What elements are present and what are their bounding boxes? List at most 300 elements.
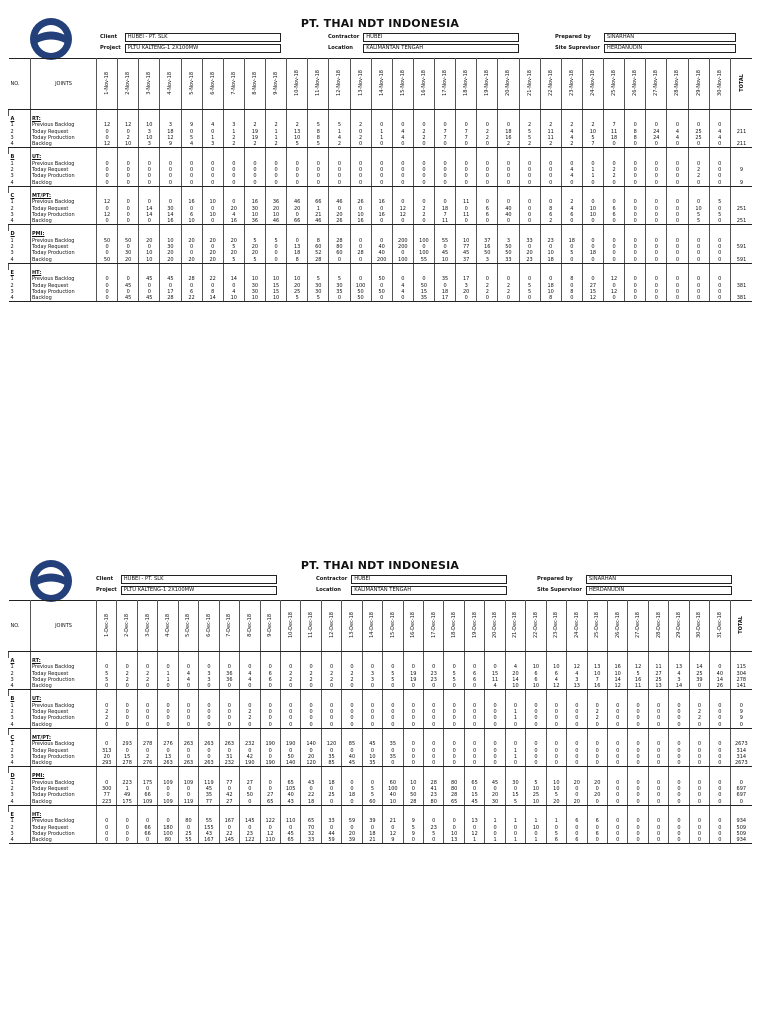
value-cell: 0 xyxy=(477,173,498,179)
value-cell: 0 xyxy=(118,276,139,282)
value-cell: 0 xyxy=(178,722,198,729)
daily-report-table xyxy=(8,600,752,844)
table-row xyxy=(9,180,753,187)
date-label: 16-Nov-18 xyxy=(420,70,427,96)
value-cell: 5 xyxy=(688,212,709,218)
prepared-label: Prepared by xyxy=(537,576,573,582)
date-header xyxy=(561,59,582,110)
value-cell: 100 xyxy=(383,786,403,792)
value-cell: 40 xyxy=(383,792,403,798)
value-cell: 0 xyxy=(456,173,477,179)
section-letter: A xyxy=(10,116,15,122)
value-cell: 13 xyxy=(287,244,308,250)
value-cell: 0 xyxy=(607,780,627,786)
value-cell: 4 xyxy=(561,167,582,173)
value-cell: 12 xyxy=(118,122,139,128)
date-label: 31-Dec-18 xyxy=(716,611,723,638)
date-label: 21-Nov-18 xyxy=(526,70,533,96)
value-cell: 0 xyxy=(669,837,689,844)
value-cell: 5 xyxy=(329,276,350,282)
value-cell: 45 xyxy=(199,786,219,792)
date-header xyxy=(625,59,646,110)
value-cell: 6 xyxy=(181,212,202,218)
value-cell: 0 xyxy=(464,664,484,670)
value-cell: 0 xyxy=(199,715,219,721)
total-cell: 591 xyxy=(730,257,752,264)
value-cell: 2 xyxy=(498,289,519,295)
value-cell: 0 xyxy=(710,754,730,760)
value-cell: 190 xyxy=(240,760,260,767)
value-cell: 4 xyxy=(392,289,413,295)
value-cell: 19 xyxy=(244,129,265,135)
value-cell: 10 xyxy=(362,754,382,760)
value-cell: 45 xyxy=(118,283,139,289)
value-cell: 6 xyxy=(477,212,498,218)
value-cell: 0 xyxy=(321,748,341,754)
value-cell: 16 xyxy=(371,199,392,205)
value-cell: 2 xyxy=(97,709,117,715)
value-cell: 3 xyxy=(456,283,477,289)
value-cell: 0 xyxy=(219,715,239,721)
value-cell: 65 xyxy=(280,780,300,786)
value-cell: 0 xyxy=(625,257,646,264)
value-cell: 0 xyxy=(567,748,587,754)
value-cell: 0 xyxy=(498,295,519,302)
date-label: 2-Dec-18 xyxy=(124,613,131,637)
value-cell: 20 xyxy=(329,212,350,218)
date-header xyxy=(689,601,709,652)
value-cell: 6 xyxy=(526,677,546,683)
value-cell: 0 xyxy=(260,825,280,831)
value-cell: 0 xyxy=(669,754,689,760)
total-cell: 314 xyxy=(730,748,752,754)
date-label: 15-Dec-18 xyxy=(389,611,396,638)
value-cell: 0 xyxy=(202,173,223,179)
date-header xyxy=(219,601,239,652)
value-cell: 0 xyxy=(477,122,498,128)
value-cell: 59 xyxy=(342,818,362,824)
value-cell: 10 xyxy=(444,831,464,837)
value-cell: 0 xyxy=(498,218,519,225)
value-cell: 0 xyxy=(181,244,202,250)
value-cell: 23 xyxy=(519,257,540,264)
value-cell: 0 xyxy=(688,244,709,250)
value-cell: 109 xyxy=(137,799,157,806)
value-cell: 5 xyxy=(223,257,244,264)
value-cell: 1 xyxy=(582,167,603,173)
value-cell: 0 xyxy=(202,167,223,173)
value-cell: 12 xyxy=(464,831,484,837)
value-cell: 4 xyxy=(181,141,202,148)
value-cell: 0 xyxy=(689,703,709,709)
value-cell: 0 xyxy=(646,199,667,205)
value-cell: 293 xyxy=(117,741,137,747)
value-cell: 0 xyxy=(485,715,505,721)
date-header xyxy=(435,59,456,110)
value-cell: 0 xyxy=(97,825,117,831)
value-cell: 0 xyxy=(413,218,434,225)
value-cell: 65 xyxy=(260,799,280,806)
value-cell: 0 xyxy=(371,295,392,302)
value-cell: 0 xyxy=(625,218,646,225)
value-cell: 66 xyxy=(137,831,157,837)
joints-header: JOINTS xyxy=(31,59,97,110)
date-label: 14-Nov-18 xyxy=(378,70,385,96)
value-cell: 0 xyxy=(689,825,709,831)
value-cell: 0 xyxy=(424,722,444,729)
value-cell: 0 xyxy=(244,161,265,167)
value-cell: 0 xyxy=(710,786,730,792)
prepared-value: SINARHAN xyxy=(604,33,736,42)
date-header xyxy=(413,59,434,110)
section-letter: E xyxy=(10,811,14,818)
value-cell: 10 xyxy=(540,250,561,256)
value-cell: 5 xyxy=(582,135,603,141)
value-cell: 25 xyxy=(321,792,341,798)
value-cell: 9 xyxy=(160,141,181,148)
value-cell: 7 xyxy=(604,122,625,128)
row-number: 4 xyxy=(9,760,31,767)
value-cell: 20 xyxy=(223,238,244,244)
value-cell: 0 xyxy=(435,199,456,205)
table-row xyxy=(9,837,753,844)
value-cell: 0 xyxy=(526,709,546,715)
value-cell: 0 xyxy=(540,173,561,179)
value-cell: 11 xyxy=(628,683,648,690)
value-cell: 7 xyxy=(435,129,456,135)
value-cell: 0 xyxy=(667,122,688,128)
row-number: 2 xyxy=(10,167,14,174)
value-cell: 6 xyxy=(477,206,498,212)
value-cell: 0 xyxy=(383,748,403,754)
value-cell: 0 xyxy=(689,683,709,690)
value-cell: 23 xyxy=(424,677,444,683)
value-cell: 1 xyxy=(546,818,566,824)
date-label: 26-Dec-18 xyxy=(614,611,621,638)
value-cell: 16 xyxy=(244,199,265,205)
contractor-value: HUBEI xyxy=(351,575,507,584)
date-label: 20-Nov-18 xyxy=(505,70,512,96)
value-cell: 10 xyxy=(244,276,265,282)
row-number: 4 xyxy=(9,837,31,844)
value-cell: 0 xyxy=(139,180,160,187)
supervisor-value: HERDANUDIN xyxy=(586,586,732,595)
value-cell: 0 xyxy=(371,218,392,225)
value-cell: 0 xyxy=(710,831,730,837)
value-cell: 0 xyxy=(444,760,464,767)
row-label: Today Request xyxy=(31,709,97,715)
value-cell: 0 xyxy=(435,173,456,179)
value-cell: 45 xyxy=(435,250,456,256)
value-cell: 10 xyxy=(181,218,202,225)
date-header xyxy=(139,59,160,110)
value-cell: 0 xyxy=(158,715,178,721)
value-cell: 0 xyxy=(362,709,382,715)
value-cell: 20 xyxy=(301,754,321,760)
value-cell: 10 xyxy=(546,780,566,786)
value-cell: 20 xyxy=(342,831,362,837)
value-cell: 0 xyxy=(540,167,561,173)
value-cell: 41 xyxy=(424,786,444,792)
value-cell: 0 xyxy=(709,218,730,225)
value-cell: 0 xyxy=(540,161,561,167)
row-label: Today Request xyxy=(31,786,97,792)
row-number: 3 xyxy=(10,173,14,180)
value-cell: 0 xyxy=(435,141,456,148)
value-cell: 0 xyxy=(505,760,525,767)
row-label: Today Production xyxy=(31,212,97,218)
value-cell: 0 xyxy=(392,218,413,225)
date-label: 13-Nov-18 xyxy=(357,70,364,96)
date-label: 6-Nov-18 xyxy=(209,71,216,95)
date-header xyxy=(181,59,202,110)
value-cell: 0 xyxy=(424,664,444,670)
date-label: 12-Dec-18 xyxy=(328,611,335,638)
value-cell: 2 xyxy=(117,677,137,683)
value-cell: 0 xyxy=(202,180,223,187)
value-cell: 0 xyxy=(464,760,484,767)
value-cell: 20 xyxy=(139,238,160,244)
value-cell: 0 xyxy=(137,715,157,721)
value-cell: 0 xyxy=(648,831,668,837)
value-cell: 10 xyxy=(266,295,287,302)
value-cell: 0 xyxy=(435,283,456,289)
value-cell: 0 xyxy=(444,683,464,690)
value-cell: 0 xyxy=(97,250,118,256)
section-letter: C xyxy=(10,192,15,199)
value-cell: 0 xyxy=(383,760,403,767)
row-label: Previous Backlog xyxy=(31,703,97,709)
value-cell: 0 xyxy=(260,715,280,721)
value-cell: 0 xyxy=(464,709,484,715)
value-cell: 2 xyxy=(137,754,157,760)
value-cell: 0 xyxy=(444,818,464,824)
value-cell: 35 xyxy=(383,741,403,747)
value-cell: 200 xyxy=(392,244,413,250)
date-header xyxy=(646,59,667,110)
value-cell: 0 xyxy=(498,276,519,282)
value-cell: 0 xyxy=(709,167,730,173)
value-cell: 3 xyxy=(139,129,160,135)
value-cell: 8 xyxy=(202,289,223,295)
value-cell: 65 xyxy=(444,799,464,806)
row-number: 3 xyxy=(10,792,14,799)
value-cell: 5 xyxy=(308,122,329,128)
value-cell: 10 xyxy=(266,276,287,282)
value-cell: 0 xyxy=(567,709,587,715)
value-cell: 0 xyxy=(477,180,498,187)
total-cell: 509 xyxy=(730,825,752,831)
value-cell: 2 xyxy=(561,141,582,148)
value-cell: 15 xyxy=(413,289,434,295)
value-cell: 0 xyxy=(648,799,668,806)
value-cell: 0 xyxy=(260,780,280,786)
value-cell: 13 xyxy=(587,664,607,670)
value-cell: 30 xyxy=(244,206,265,212)
date-header xyxy=(456,59,477,110)
value-cell: 0 xyxy=(477,276,498,282)
value-cell: 22 xyxy=(219,831,239,837)
value-cell: 2 xyxy=(118,135,139,141)
value-cell: 0 xyxy=(158,792,178,798)
value-cell: 0 xyxy=(240,825,260,831)
value-cell: 0 xyxy=(329,206,350,212)
value-cell: 0 xyxy=(546,741,566,747)
value-cell: 40 xyxy=(371,244,392,250)
value-cell: 3 xyxy=(199,677,219,683)
value-cell: 77 xyxy=(199,799,219,806)
value-cell: 13 xyxy=(567,683,587,690)
value-cell: 14 xyxy=(669,683,689,690)
date-label: 22-Dec-18 xyxy=(532,611,539,638)
date-label: 20-Dec-18 xyxy=(492,611,499,638)
value-cell: 0 xyxy=(287,167,308,173)
value-cell: 10 xyxy=(587,671,607,677)
value-cell: 36 xyxy=(219,671,239,677)
value-cell: 0 xyxy=(240,664,260,670)
value-cell: 0 xyxy=(464,825,484,831)
client-label: Client xyxy=(100,34,118,40)
value-cell: 0 xyxy=(342,715,362,721)
value-cell: 110 xyxy=(280,818,300,824)
value-cell: 0 xyxy=(301,715,321,721)
value-cell: 23 xyxy=(240,831,260,837)
value-cell: 0 xyxy=(648,715,668,721)
value-cell: 0 xyxy=(181,206,202,212)
value-cell: 0 xyxy=(498,173,519,179)
value-cell: 18 xyxy=(540,283,561,289)
value-cell: 0 xyxy=(498,122,519,128)
date-label: 3-Dec-18 xyxy=(144,613,151,637)
value-cell: 0 xyxy=(587,748,607,754)
value-cell: 10 xyxy=(688,206,709,212)
value-cell: 0 xyxy=(240,683,260,690)
location-value: KALIMANTAN TENGAH xyxy=(363,44,519,53)
value-cell: 0 xyxy=(498,161,519,167)
value-cell: 2 xyxy=(321,677,341,683)
value-cell: 0 xyxy=(688,283,709,289)
value-cell: 14 xyxy=(202,295,223,302)
value-cell: 0 xyxy=(139,289,160,295)
value-cell: 27 xyxy=(219,799,239,806)
value-cell: 0 xyxy=(689,754,709,760)
value-cell: 0 xyxy=(158,664,178,670)
value-cell: 0 xyxy=(607,799,627,806)
value-cell: 0 xyxy=(424,741,444,747)
value-cell: 2 xyxy=(223,141,244,148)
row-label: Backlog xyxy=(31,837,97,844)
date-label: 1-Nov-18 xyxy=(104,71,111,95)
value-cell: 0 xyxy=(709,141,730,148)
value-cell: 18 xyxy=(287,250,308,256)
value-cell: 5 xyxy=(505,799,525,806)
value-cell: 2 xyxy=(477,289,498,295)
value-cell: 0 xyxy=(260,709,280,715)
date-label: 21-Dec-18 xyxy=(512,611,519,638)
value-cell: 6 xyxy=(260,677,280,683)
row-label: Today Production xyxy=(31,250,97,256)
value-cell: 0 xyxy=(97,295,118,302)
project-label: Project xyxy=(100,45,121,51)
section-name: MT/PT: xyxy=(31,193,97,199)
value-cell: 5 xyxy=(362,792,382,798)
value-cell: 45 xyxy=(485,780,505,786)
value-cell: 0 xyxy=(392,161,413,167)
date-label: 12-Nov-18 xyxy=(336,70,343,96)
value-cell: 140 xyxy=(301,741,321,747)
value-cell: 0 xyxy=(540,276,561,282)
value-cell: 3 xyxy=(669,677,689,683)
row-number: 2 xyxy=(10,282,14,289)
value-cell: 0 xyxy=(646,141,667,148)
value-cell: 0 xyxy=(688,141,709,148)
value-cell: 0 xyxy=(710,741,730,747)
value-cell: 0 xyxy=(587,722,607,729)
row-number: 1 xyxy=(10,664,14,671)
value-cell: 0 xyxy=(118,212,139,218)
row-number: 1 xyxy=(10,741,14,748)
value-cell: 45 xyxy=(139,276,160,282)
value-cell: 10 xyxy=(266,212,287,218)
row-number: 4 xyxy=(9,683,31,690)
value-cell: 0 xyxy=(526,831,546,837)
value-cell: 20 xyxy=(244,244,265,250)
value-cell: 0 xyxy=(403,703,423,709)
value-cell: 18 xyxy=(561,238,582,244)
value-cell: 0 xyxy=(137,786,157,792)
date-label: 28-Dec-18 xyxy=(655,611,662,638)
value-cell: 0 xyxy=(223,173,244,179)
value-cell: 0 xyxy=(139,218,160,225)
row-label: Backlog xyxy=(31,799,97,806)
value-cell: 16 xyxy=(350,218,371,225)
value-cell: 80 xyxy=(424,799,444,806)
value-cell: 0 xyxy=(117,664,137,670)
project-label: Project xyxy=(96,587,117,593)
value-cell: 0 xyxy=(646,257,667,264)
value-cell: 3 xyxy=(567,677,587,683)
value-cell: 0 xyxy=(178,825,198,831)
value-cell: 0 xyxy=(567,792,587,798)
value-cell: 0 xyxy=(628,837,648,844)
value-cell: 0 xyxy=(308,173,329,179)
total-cell: 211 xyxy=(730,129,752,135)
value-cell: 0 xyxy=(628,703,648,709)
date-header xyxy=(587,601,607,652)
date-header xyxy=(582,59,603,110)
value-cell: 263 xyxy=(199,760,219,767)
value-cell: 10 xyxy=(287,276,308,282)
value-cell: 0 xyxy=(561,218,582,225)
value-cell: 0 xyxy=(321,722,341,729)
value-cell: 0 xyxy=(540,180,561,187)
value-cell: 2 xyxy=(137,671,157,677)
value-cell: 100 xyxy=(413,238,434,244)
value-cell: 50 xyxy=(97,238,118,244)
table-row xyxy=(9,683,753,690)
row-number: 4 xyxy=(9,180,31,187)
value-cell: 0 xyxy=(117,722,137,729)
value-cell: 0 xyxy=(456,218,477,225)
value-cell: 18 xyxy=(301,799,321,806)
date-label: 28-Nov-18 xyxy=(674,70,681,96)
value-cell: 0 xyxy=(117,709,137,715)
value-cell: 5 xyxy=(526,780,546,786)
value-cell: 16 xyxy=(160,218,181,225)
value-cell: 0 xyxy=(646,250,667,256)
date-header xyxy=(444,601,464,652)
value-cell: 0 xyxy=(567,760,587,767)
